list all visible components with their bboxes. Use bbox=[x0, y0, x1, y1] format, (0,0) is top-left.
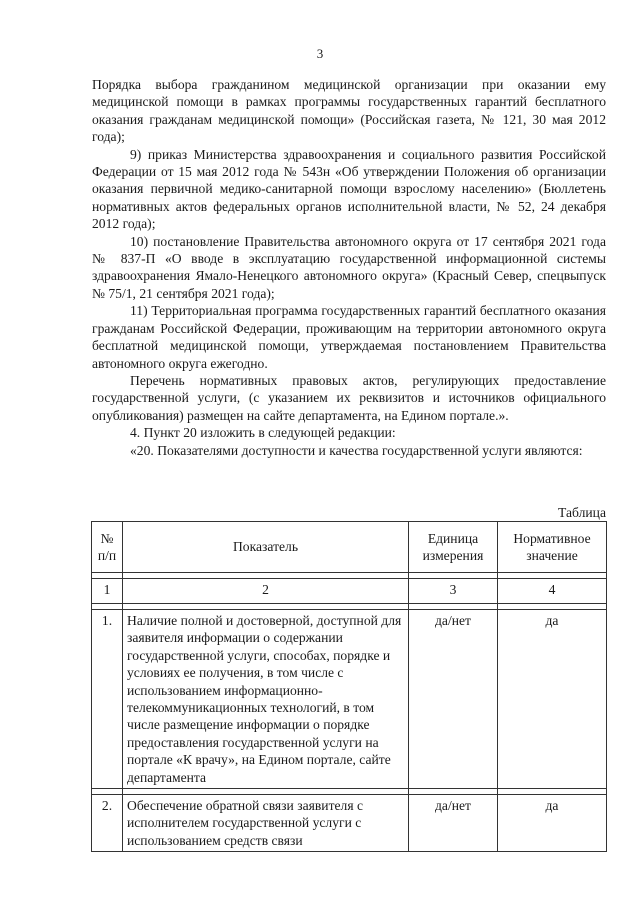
column-numbering-row bbox=[92, 579, 607, 604]
paragraph: Порядка выбора гражданином медицинской организации при оказании ему медицинской помощи в рамках программы государственных гарантий бесплатного оказания гражданам медицинской помощи» (Российская газета, № 121, 30 мая 2012 года); bbox=[92, 77, 606, 145]
paragraph: Перечень нормативных правовых актов, регулирующих предоставление государственной услуги, (с указанием их реквизитов и источников официального опубликования) размещен на сайте департамента, на Едином портале.». bbox=[92, 372, 606, 423]
column-number: 2 bbox=[123, 579, 409, 604]
row-indicator: Обеспечение обратной связи заявителя с исполнителем государственной услуги с использованием средств связи bbox=[123, 795, 409, 852]
paragraph: 10) постановление Правительства автономного округа от 17 сентября 2021 года № 837-П «О вводе в эксплуатацию государственной информационной системы здравоохранения Ямало-Ненецкого автономного округа» (Красный Север, спецвыпуск № 75/1, 21 сентября 2021 года); bbox=[92, 233, 606, 301]
row-indicator: Наличие полной и достоверной, доступной для заявителя информации о содержании государственной услуги, способах, порядке и условиях ее получения, в том числе с использованием информационно-телекоммуникационных технологий, в том числе размещение информации о порядке предоставления государственной услуги на портале «К врачу», на Едином портале, сайте департамента bbox=[123, 610, 409, 789]
table-header-row bbox=[92, 522, 607, 573]
table-row bbox=[92, 610, 607, 789]
header-num: № п/п bbox=[92, 522, 123, 573]
table-caption: Таблица bbox=[558, 505, 606, 520]
paragraph: 11) Территориальная программа государственных гарантий бесплатного оказания гражданам Российской Федерации, проживающим на территории автономного округа бесплатной медицинской помощи, утверждаемая постановлением Правительства автономного округа ежегодно. bbox=[92, 303, 606, 371]
document-body bbox=[92, 76, 606, 459]
column-number: 4 bbox=[498, 579, 607, 604]
row-norm: да bbox=[498, 610, 607, 789]
row-norm: да bbox=[498, 795, 607, 852]
row-unit: да/нет bbox=[409, 795, 498, 852]
indicators-table bbox=[91, 521, 607, 852]
paragraph: 9) приказ Министерства здравоохранения и социального развития Российской Федерации от 15 мая 2012 года № 543н «Об утверждении Положения об организации оказания первичной медико-санитарной помощи взрослому населению» (Бюллетень нормативных актов федеральных органов исполнительной власти, № 52, 24 декабря 2012 года); bbox=[92, 146, 606, 232]
column-number: 3 bbox=[409, 579, 498, 604]
row-num: 2. bbox=[92, 795, 123, 852]
row-unit: да/нет bbox=[409, 610, 498, 789]
page-number: 3 bbox=[316, 46, 324, 61]
paragraph: 4. Пункт 20 изложить в следующей редакции: bbox=[130, 425, 396, 441]
header-unit: Единица измерения bbox=[409, 522, 498, 573]
paragraph: «20. Показателями доступности и качества государственной услуги являются: bbox=[130, 442, 583, 458]
column-number: 1 bbox=[92, 579, 123, 604]
row-num: 1. bbox=[92, 610, 123, 789]
table-row bbox=[92, 795, 607, 852]
header-norm: Нормативное значение bbox=[498, 522, 607, 573]
header-indicator: Показатель bbox=[123, 522, 409, 573]
